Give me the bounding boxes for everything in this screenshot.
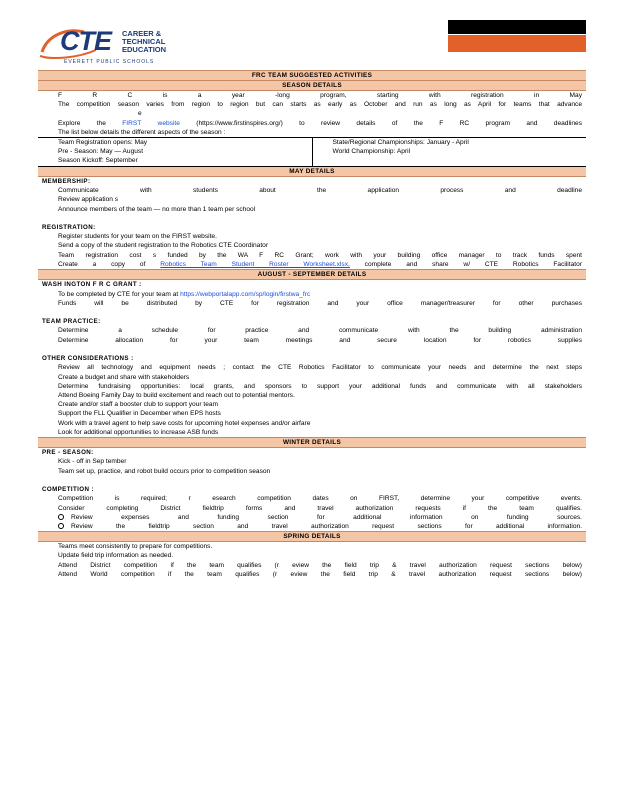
list-item: Team registration cost s funded by the WA F RC Grant; work with your building office manager to track funds spent xyxy=(58,251,582,259)
first-website-link[interactable]: FIRST website xyxy=(122,119,180,127)
roster-worksheet-link[interactable]: Robotics Team Student Roster Worksheet.xlsx, xyxy=(160,260,350,268)
list-item: Explore the FIRST website (https://www.firstinspires.org/) to review details of the F RC program and deadlines xyxy=(38,119,586,128)
list-item: Season Kickoff: September xyxy=(58,157,138,165)
header-bar-black xyxy=(448,20,586,34)
list-item: The competition season varies from region to region but can starts as early as October and run as long as April for teams that advance xyxy=(38,100,586,109)
page-title: FRC TEAM SUGGESTED ACTIVITIES xyxy=(38,70,586,81)
competition-heading: COMPETITION : xyxy=(42,485,94,493)
bullet-icon xyxy=(42,128,58,137)
list-item: Determine fundraising opportunities: local grants, and sponsors to support your additional funds and communicate with all stakeholders xyxy=(58,382,582,390)
list-item: World Championship: April xyxy=(332,148,411,156)
grant-heading: WASH INGTON F R C GRANT : xyxy=(42,281,142,289)
list-item: Determine allocation for your team meetings and secure location for robotics supplies xyxy=(58,336,582,344)
season-details-header: SEASON DETAILS xyxy=(38,81,586,91)
cte-logo xyxy=(38,22,178,70)
list-item: Review all technology and equipment needs ; contact the CTE Robotics Facilitator to communicate your needs and determine the next steps xyxy=(58,364,582,372)
list-item: Review the fieldtrip section and travel authorization request sections for additional information. xyxy=(38,522,586,531)
winter-details-header: WINTER DETAILS xyxy=(38,437,586,448)
list-item: Create and/or staff a booster club to support your team xyxy=(58,401,219,409)
list-item: Determine a schedule for practice and communicate with the building administration xyxy=(58,327,582,335)
bullet-icon xyxy=(42,91,58,100)
list-item: Attend Boeing Family Day to build excitement and reach out to potential mentors. xyxy=(58,391,295,399)
list-item: Communicate with students about the application process and deadline xyxy=(58,187,582,195)
list-item: Teams meet consistently to prepare for competitions. xyxy=(58,543,213,551)
list-item: Consider completing District fieldtrip forms and travel authorization requests if the team qualifies. xyxy=(58,504,582,512)
list-item: Work with a travel agent to help save costs for upcoming hotel expenses and/or airfare xyxy=(58,419,311,427)
list-item: Send a copy of the student registration to the Robotics CTE Coordinator xyxy=(58,242,269,250)
other-considerations-heading: OTHER CONSIDERATIONS : xyxy=(42,354,134,362)
list-item: Announce members of the team — no more than 1 team per school xyxy=(58,205,256,213)
spring-details-header: SPRING DETAILS xyxy=(38,531,586,542)
list-item: To be completed by CTE for your team at https://webportalapp.com/sp/login/firstwa_frc xyxy=(58,290,311,298)
list-item: Attend District competition if the team qualifies (r eview the field trip & travel authorization request sections below) xyxy=(58,561,582,569)
logo-mark: CTE xyxy=(60,26,111,56)
list-item: Team set up, practice, and robot build occurs prior to competition season xyxy=(58,467,271,475)
list-item: Create a budget and share with stakeholders xyxy=(58,373,190,381)
bullet-icon xyxy=(42,119,58,128)
registration-heading: REGISTRATION: xyxy=(42,223,96,231)
list-item: Review application s xyxy=(58,196,119,204)
list-item: e xyxy=(138,110,142,118)
logo-text: CAREER & TECHNICAL EDUCATION xyxy=(122,29,167,54)
circle-bullet-icon xyxy=(58,522,71,531)
membership-heading: MEMBERSHIP: xyxy=(42,177,91,185)
pre-season-heading: PRE - SEASON: xyxy=(42,448,94,456)
list-item: F R C is a year -long program, starting with registration in May xyxy=(38,91,586,100)
team-practice-heading: TEAM PRACTICE: xyxy=(42,317,101,325)
aug-sep-details-header: AUGUST - SEPTEMBER DETAILS xyxy=(38,269,586,280)
season-dates-table xyxy=(38,138,586,167)
list-item: State/Regional Championships: January - April xyxy=(332,139,469,147)
logo-subtitle: EVERETT PUBLIC SCHOOLS xyxy=(64,59,155,65)
header-bar-orange xyxy=(448,35,586,52)
list-item: Funds will be distributed by CTE for registration and your office manager/treasurer for other purchases xyxy=(58,299,582,307)
list-item: The list below details the different aspects of the season : xyxy=(38,128,586,138)
list-item: Competition is required; r esearch competition dates on FIRST, determine your competitive events. xyxy=(58,495,582,503)
list-item: Pre - Season: May — August xyxy=(58,148,144,156)
list-item: Look for additional opportunities to increase ASB funds xyxy=(58,428,219,436)
may-details-header: MAY DETAILS xyxy=(38,167,586,177)
bullet-icon xyxy=(42,100,58,109)
circle-bullet-icon xyxy=(58,513,71,522)
list-item: Update field trip information as needed. xyxy=(58,552,174,560)
list-item: Create a copy of Robotics Team Student Roster Worksheet.xlsx, complete and share w/ CTE Robotics Facilitator xyxy=(58,260,582,268)
list-item: Register students for your team on the FIRST website. xyxy=(58,233,217,241)
list-item: Team Registration opens: May xyxy=(58,139,148,147)
list-item: Attend World competition if the team qualifies (r eview the field trip & travel authorization request sections below) xyxy=(58,570,582,578)
activities-document xyxy=(38,70,586,579)
list-item: Support the FLL Qualifier in December when EPS hosts xyxy=(58,410,221,418)
list-item: Review expenses and funding section for additional information on funding sources. xyxy=(38,513,586,522)
grant-portal-link[interactable]: https://webportalapp.com/sp/login/firstwa_frc xyxy=(180,290,311,298)
list-item: Kick - off in Sep tember xyxy=(58,458,127,466)
